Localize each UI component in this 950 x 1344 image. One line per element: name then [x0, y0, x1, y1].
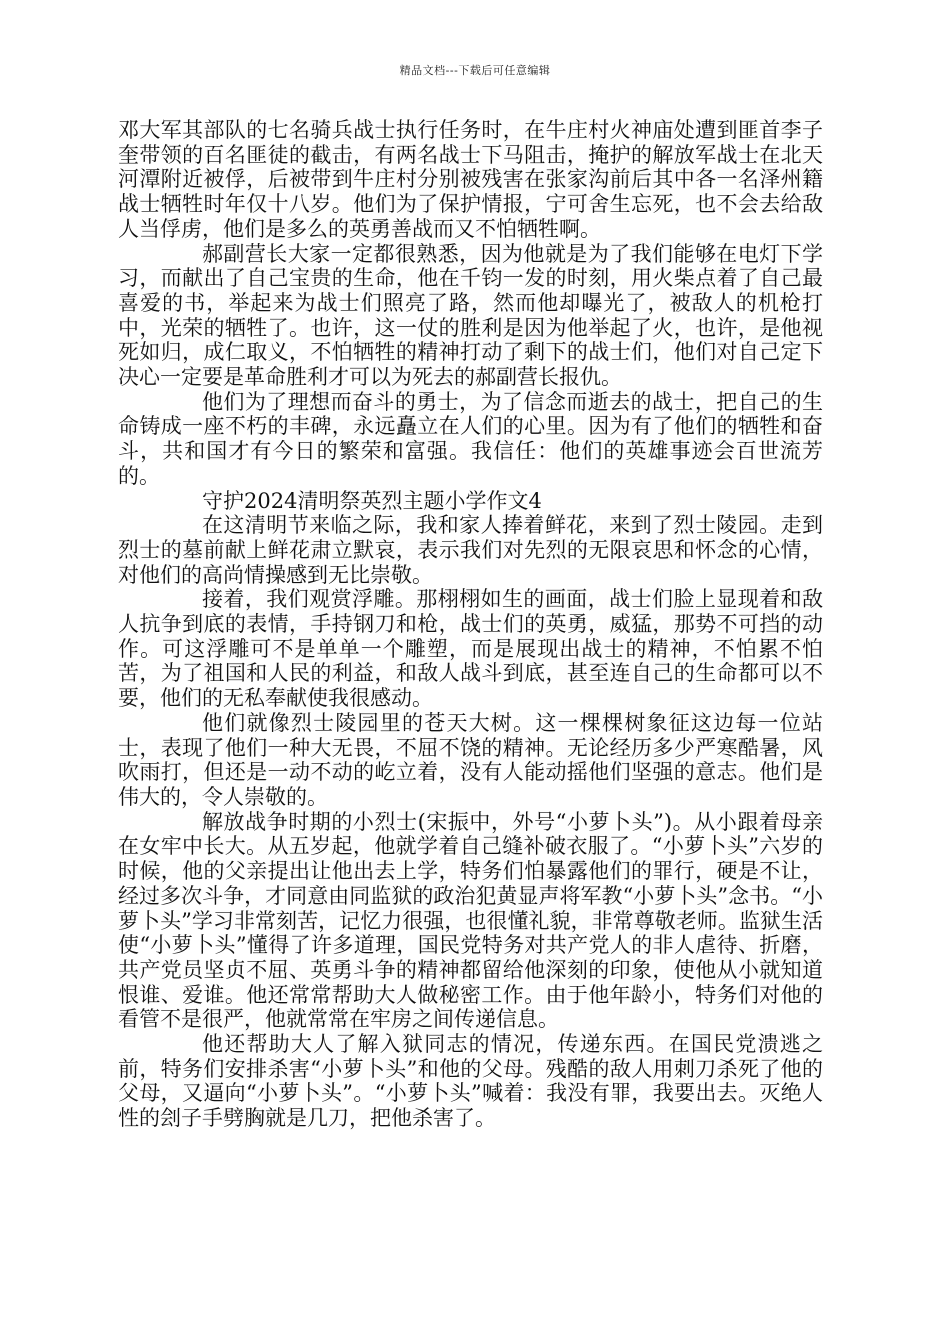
paragraph-8: 他还帮助大人了解入狱同志的情况，传递东西。在国民党溃逃之前，特务们安排杀害“小萝卜头”和他的父母。残酷的敌人用刺刀杀死了他的父母，又逼向“小萝卜头”。“小萝卜头”喊着：我没有罪，我要出去。灭绝人性的刽子手劈胸就是几刀，把他杀害了。	[118, 1032, 823, 1131]
paragraph-7: 解放战争时期的小烈士(宋振中，外号“小萝卜头”)。从小跟着母亲在女牢中长大。从五岁起，他就学着自己缝补破衣服了。“小萝卜头”六岁的时候，他的父亲提出让他出去上学，特务们怕暴露他们的罪行，硬是不让，经过多次斗争，才同意由同监狱的政治犯黄显声将军教“小萝卜头”念书。“小萝卜头”学习非常刻苦，记忆力很强，也很懂礼貌，非常尊敬老师。监狱生活使“小萝卜头”懂得了许多道理，国民党特务对共产党人的非人虐待、折磨，共产党员坚贞不屈、英勇斗争的精神都留给他深刻的印象，使他从小就知道恨谁、爱谁。他还常常帮助大人做秘密工作。由于他年龄小，特务们对他的看管不是很严，他就常常在牢房之间传递信息。	[118, 809, 823, 1032]
paragraph-1: 邓大军其部队的七名骑兵战士执行任务时，在牛庄村火神庙处遭到匪首李子奎带领的百名匪徒的截击，有两名战士下马阻击，掩护的解放军战士在北天河潭附近被俘，后被带到牛庄村分别被残害在张家沟前后其中各一名泽州籍战士牺牲时年仅十八岁。他们为了保护情报，宁可舍生忘死，也不会去给敌人当俘虏，他们是多么的英勇善战而又不怕牺牲啊。	[118, 118, 823, 241]
page-header: 精品文档---下载后可任意编辑	[399, 64, 551, 77]
document-body	[118, 118, 823, 1131]
section-heading: 守护2024清明祭英烈主题小学作文4	[202, 488, 542, 513]
paragraph-4: 在这清明节来临之际，我和家人捧着鲜花，来到了烈士陵园。走到烈士的墓前献上鲜花肃立默哀，表示我们对先烈的无限哀思和怀念的心情，对他们的高尚情操感到无比崇敬。	[118, 513, 823, 587]
paragraph-3: 他们为了理想而奋斗的勇士，为了信念而逝去的战士，把自己的生命铸成一座不朽的丰碑，永远矗立在人们的心里。因为有了他们的牺牲和奋斗，共和国才有今日的繁荣和富强。我信任：他们的英雄事迹会百世流芳的。	[118, 389, 823, 488]
paragraph-5: 接着，我们观赏浮雕。那栩栩如生的画面，战士们脸上显现着和敌人抗争到底的表情，手持钢刀和枪，战士们的英勇，威猛，那势不可挡的动作。可这浮雕可不是单单一个雕塑，而是展现出战士的精神，不怕累不怕苦，为了祖国和人民的利益，和敌人战斗到底，甚至连自己的生命都可以不要，他们的无私奉献使我很感动。	[118, 587, 823, 711]
paragraph-6: 他们就像烈士陵园里的苍天大树。这一棵棵树象征这边每一位站士，表现了他们一种大无畏，不屈不饶的精神。无论经历多少严寒酷暑，风吹雨打，但还是一动不动的屹立着，没有人能动摇他们坚强的意志。他们是伟大的，令人崇敬的。	[118, 710, 823, 809]
paragraph-2: 郝副营长大家一定都很熟悉，因为他就是为了我们能够在电灯下学习，而献出了自己宝贵的生命，他在千钧一发的时刻，用火柴点着了自己最喜爱的书，举起来为战士们照亮了路，然而他却曝光了，被敌人的机枪打中，光荣的牺牲了。也许，这一仗的胜利是因为他举起了火，也许，是他视死如归，成仁取义，不怕牺牲的精神打动了剩下的战士们，他们对自己定下决心一定要是革命胜利才可以为死去的郝副营长报仇。	[118, 241, 823, 390]
